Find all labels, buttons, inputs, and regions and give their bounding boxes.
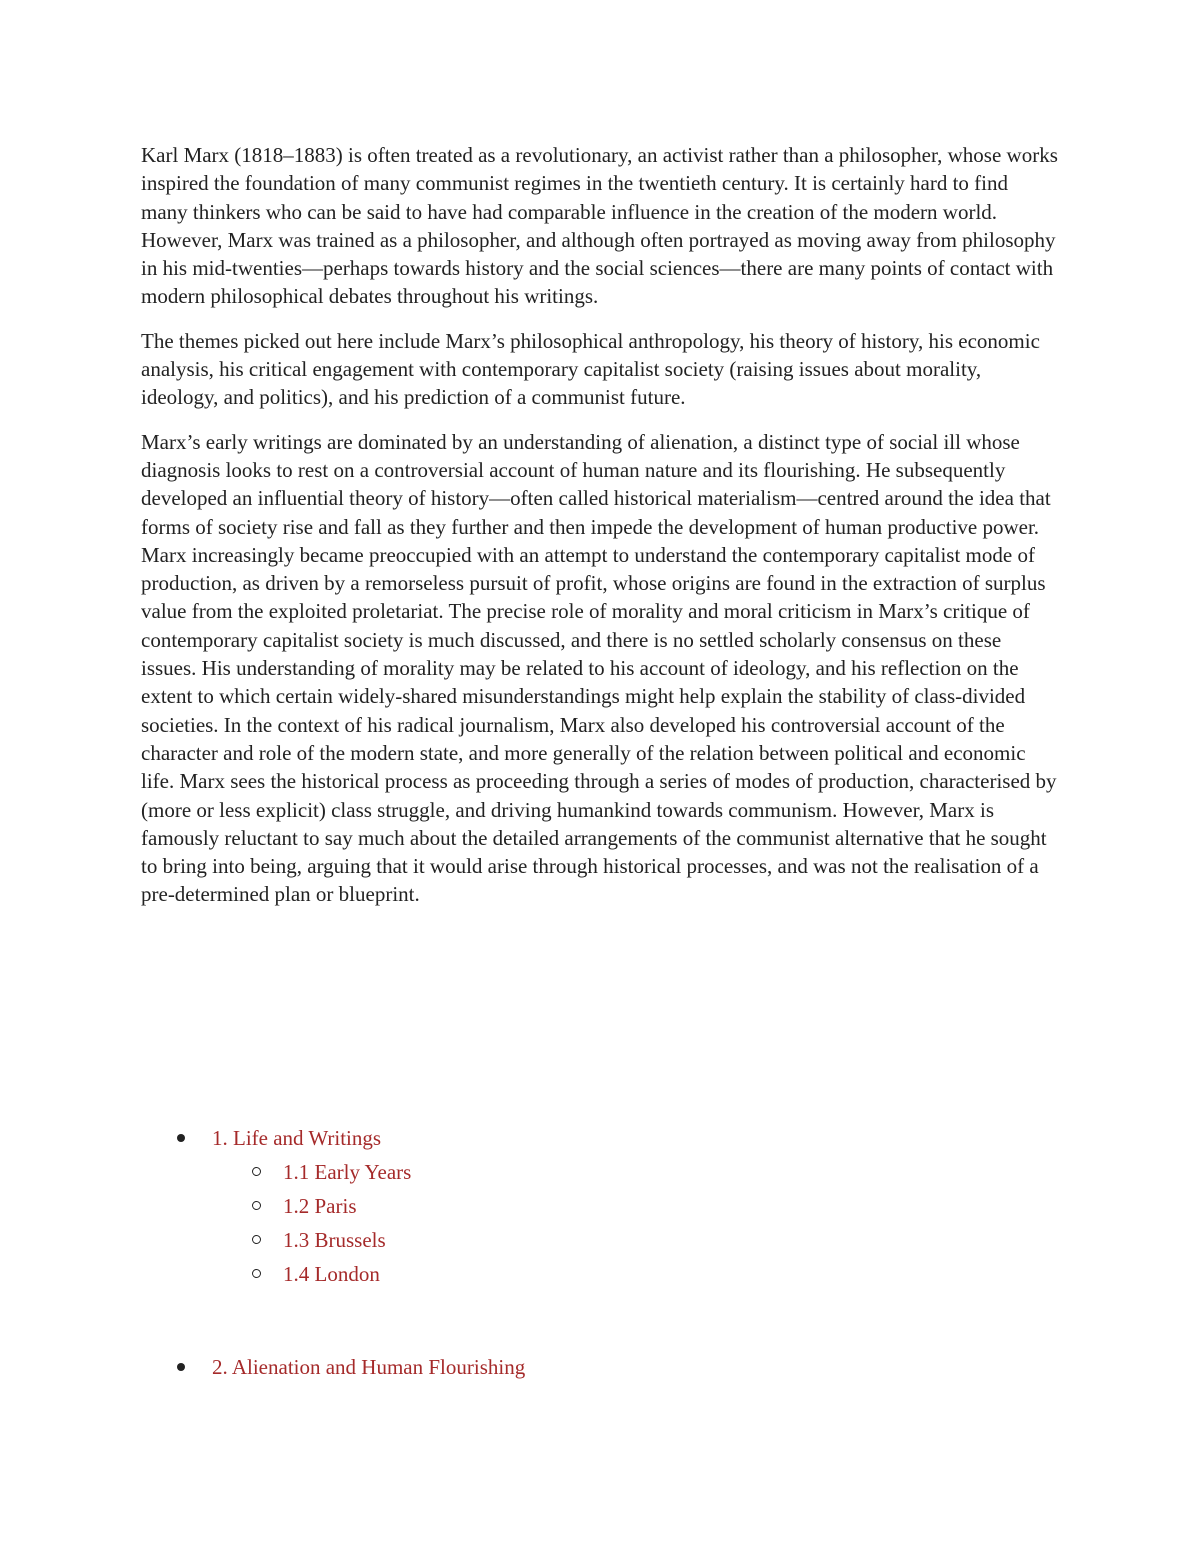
- hollow-bullet-icon: [252, 1269, 261, 1278]
- hollow-bullet-icon: [252, 1201, 261, 1210]
- paragraph-overview: Marx’s early writings are dominated by an understanding of alienation, a distinct type of social ill whose diagnosis looks to rest on a controversial account of human nature and its flourishing. He subsequently developed an influential theory of history—often called historical materialism—centred around the idea that forms of society rise and fall as they further and then impede the development of human productive power. Marx increasingly became preoccupied with an attempt to understand the contemporary capitalist mode of production, as driven by a remorseless pursuit of profit, whose origins are found in the extraction of surplus value from the exploited proletariat. The precise role of morality and moral criticism in Marx’s critique of contemporary capitalist society is much discussed, and there is no settled scholarly consensus on these issues. His understanding of morality may be related to his account of ideology, and his reflection on the extent to which certain widely-shared misunderstandings might help explain the stability of class-divided societies. In the context of his radical journalism, Marx also developed his controversial account of the character and role of the modern state, and more generally of the relation between political and economic life. Marx sees the historical process as proceeding through a series of modes of production, characterised by (more or less explicit) class struggle, and driving humankind towards communism. However, Marx is famously reluctant to say much about the detailed arrangements of the communist alternative that he sought to bring into being, arguing that it would arise through historical processes, and was not the realisation of a pre-determined plan or blueprint.: [141, 429, 1057, 907]
- document-body: [141, 141, 1059, 925]
- toc-link-paris[interactable]: 1.2 Paris: [283, 1194, 357, 1218]
- table-of-contents-section-2: [0, 1353, 1200, 1387]
- paragraph-themes: The themes picked out here include Marx’s philosophical anthropology, his theory of history, his economic analysis, his critical engagement with contemporary capitalist society (raising issues about morality, ideology, and politics), and his prediction of a communist future.: [141, 328, 1040, 410]
- toc-item-alienation: [0, 1353, 1200, 1387]
- paragraph-intro: Karl Marx (1818–1883) is often treated as a revolutionary, an activist rather than a philosopher, whose works inspired the foundation of many communist regimes in the twentieth century. It is certainly hard to find many thinkers who can be said to have had comparable influence in the creation of the modern world. However, Marx was trained as a philosopher, and although often portrayed as moving away from philosophy in his mid-twenties—perhaps towards history and the social sciences—there are many points of contact with modern philosophical debates throughout his writings.: [141, 143, 1058, 309]
- toc-item-london: [0, 1260, 1200, 1294]
- toc-item-life-and-writings: [0, 1124, 1200, 1158]
- toc-item-brussels: [0, 1226, 1200, 1260]
- toc-link-london[interactable]: 1.4 London: [283, 1262, 380, 1286]
- table-of-contents-section-1: [0, 1124, 1200, 1294]
- toc-link-alienation[interactable]: 2. Alienation and Human Flourishing: [212, 1355, 526, 1379]
- toc-item-early-years: [0, 1158, 1200, 1192]
- toc-link-early-years[interactable]: 1.1 Early Years: [283, 1160, 412, 1184]
- filled-bullet-icon: [177, 1363, 185, 1371]
- filled-bullet-icon: [177, 1134, 185, 1142]
- toc-item-paris: [0, 1192, 1200, 1226]
- hollow-bullet-icon: [252, 1167, 261, 1176]
- toc-link-life-and-writings[interactable]: 1. Life and Writings: [212, 1126, 382, 1150]
- hollow-bullet-icon: [252, 1235, 261, 1244]
- toc-link-brussels[interactable]: 1.3 Brussels: [283, 1228, 386, 1252]
